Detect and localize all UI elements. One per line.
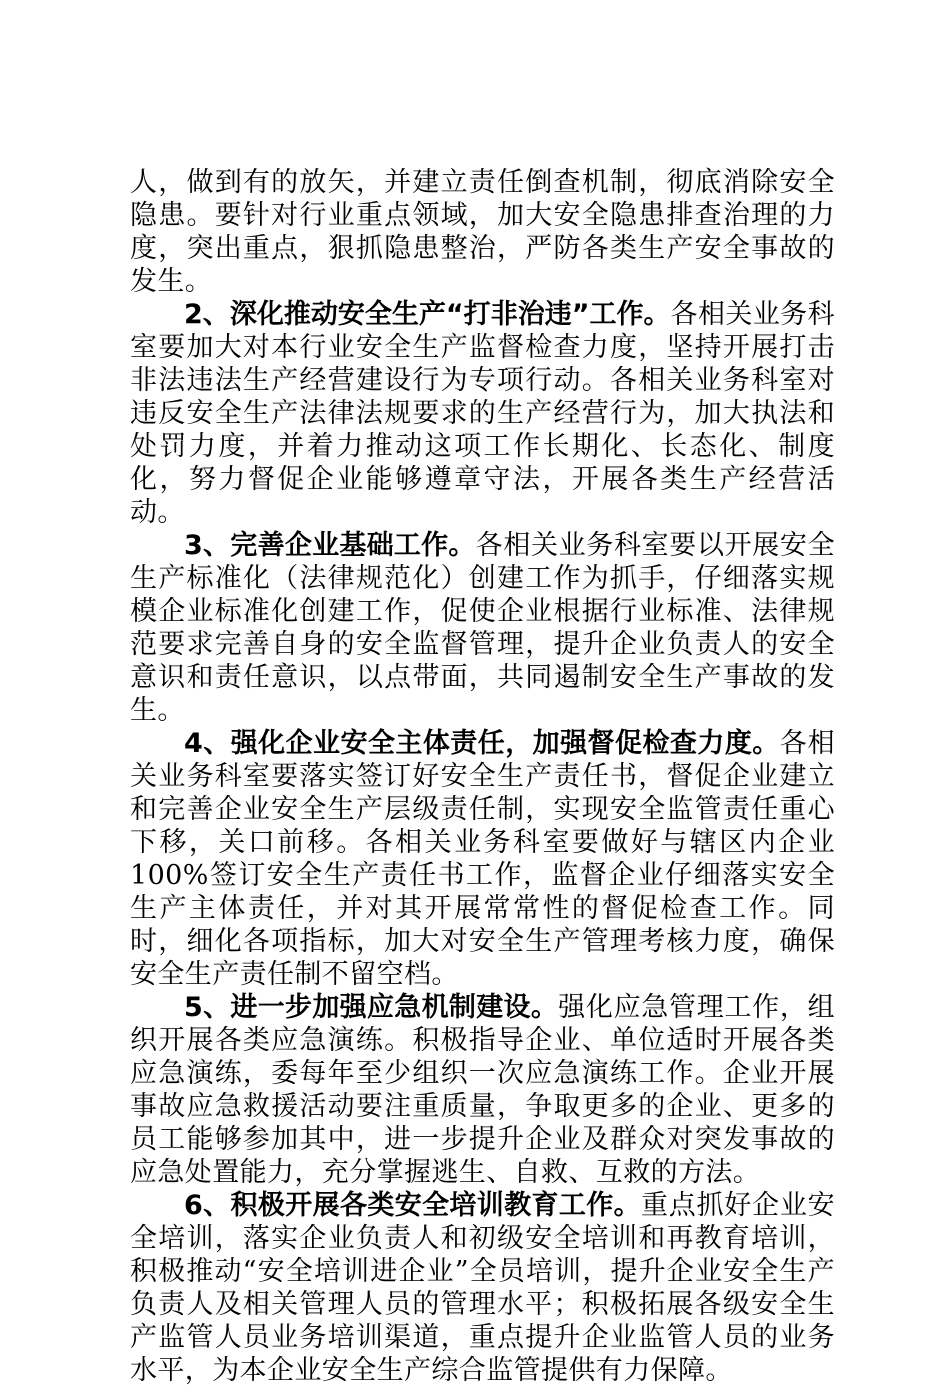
paragraph-body: 各相关业务科室要加大对本行业安全生产监督检查力度，坚持开展打击非法违法生产经营建设行为专项行动。各相关业务科室对违反安全生产法律法规要求的生产经营行为，加大执法和处罚力度，并着力推动这项工作长期化、长态化、制度化，努力督促企业能够遵章守法，开展各类生产经营活动。: [130, 299, 835, 528]
paragraph-heading: 2、深化推动安全生产“打非治违”工作。: [184, 299, 671, 330]
paragraph-item-3: [130, 529, 835, 727]
paragraph-body: 各相关业务科室要以开展安全生产标准化（法律规范化）创建工作为抓手，仔细落实规模企业标准化创建工作，促使企业根据行业标准、法律规范要求完善自身的安全监督管理，提升企业负责人的安全意识和责任意识，以点带面，共同遏制安全生产事故的发生。: [130, 530, 835, 726]
paragraph-heading: 4、强化企业安全主体责任，加强督促检查力度。: [184, 728, 780, 759]
paragraph-heading: 5、进一步加强应急机制建设。: [184, 992, 559, 1023]
paragraph-heading: 6、积极开展各类安全培训教育工作。: [184, 1190, 641, 1221]
paragraph-continuation: [130, 166, 835, 298]
paragraph-body: 强化应急管理工作，组织开展各类应急演练。积极指导企业、单位适时开展各类应急演练，委每年至少组织一次应急演练工作。企业开展事故应急救援活动要注重质量，争取更多的企业、更多的员工能够参加其中，进一步提升企业及群众对突发事故的应急处置能力，充分掌握逃生、自救、互救的方法。: [130, 992, 835, 1188]
paragraph-item-6: [130, 1189, 835, 1387]
paragraph-body: 各相关业务科室要落实签订好安全生产责任书，督促企业建立和完善企业安全生产层级责任制，实现安全监管责任重心下移，关口前移。各相关业务科室要做好与辖区内企业100%签订安全生产责任书工作，监督企业仔细落实安全生产主体责任，并对其开展常常性的督促检查工作。同时，细化各项指标，加大对安全生产管理考核力度，确保安全生产责任制不留空档。: [130, 728, 835, 990]
paragraph-item-2: [130, 298, 835, 529]
document-body: [130, 166, 835, 1387]
paragraph-item-5: [130, 991, 835, 1189]
paragraph-item-4: [130, 727, 835, 991]
paragraph-heading: 3、完善企业基础工作。: [184, 530, 476, 561]
paragraph-body: 重点抓好企业安全培训，落实企业负责人和初级安全培训和再教育培训，积极推动“安全培训进企业”全员培训，提升企业安全生产负责人及相关管理人员的管理水平；积极拓展各级安全生产监管人员业务培训渠道，重点提升企业监管人员的业务水平，为本企业安全生产综合监管提供有力保障。: [130, 1190, 835, 1386]
paragraph-body: 人，做到有的放矢，并建立责任倒查机制，彻底消除安全隐患。要针对行业重点领域，加大安全隐患排查治理的力度，突出重点，狠抓隐患整治，严防各类生产安全事故的发生。: [130, 167, 835, 297]
